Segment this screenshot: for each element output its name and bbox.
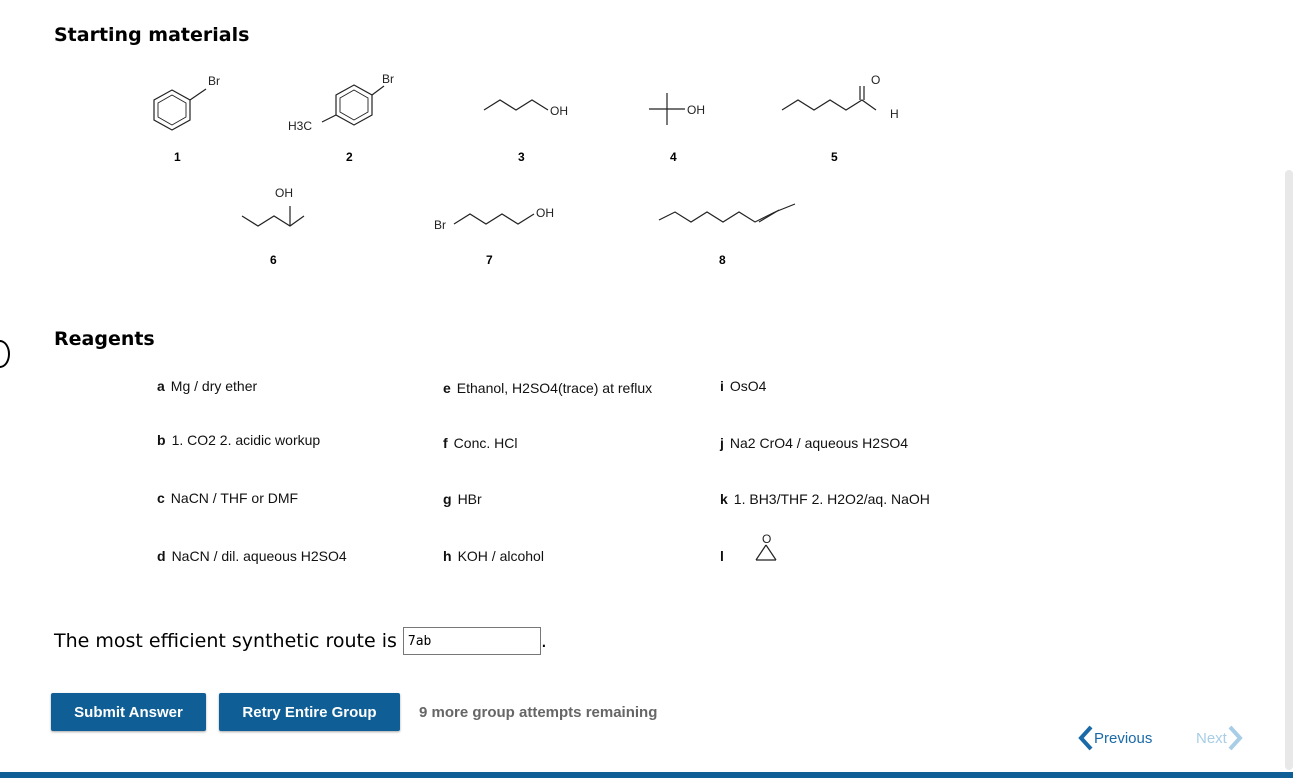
previous-label: Previous bbox=[1094, 729, 1153, 747]
vertical-scrollbar[interactable] bbox=[1285, 170, 1293, 770]
compound-7-oh-label: OH bbox=[536, 206, 554, 220]
next-button[interactable] bbox=[1196, 725, 1243, 751]
previous-button[interactable] bbox=[1078, 725, 1152, 751]
reagent-k: k 1. BH3/THF 2. H2O2/aq. NaOH bbox=[720, 491, 930, 507]
compound-4-number: 4 bbox=[670, 150, 677, 164]
reagent-g: g HBr bbox=[443, 491, 482, 507]
answer-prompt: The most efficient synthetic route is bbox=[54, 630, 397, 652]
left-edge-handle bbox=[0, 340, 10, 368]
reagent-l-epoxide-structure bbox=[750, 530, 790, 571]
compound-6-number: 6 bbox=[270, 253, 277, 267]
compound-5-o-label: O bbox=[871, 73, 881, 87]
compound-7-br-label: Br bbox=[434, 218, 446, 232]
reagent-d: d NaCN / dil. aqueous H2SO4 bbox=[157, 548, 347, 564]
compound-1-structure bbox=[150, 70, 230, 145]
reagent-h: h KOH / alcohol bbox=[443, 548, 544, 564]
compound-7-structure bbox=[434, 196, 574, 246]
compound-6-oh-label: OH bbox=[275, 186, 293, 200]
chevron-left-icon bbox=[1078, 725, 1094, 751]
attempts-remaining: 9 more group attempts remaining bbox=[419, 704, 658, 721]
answer-suffix: . bbox=[540, 630, 547, 652]
submit-answer-button[interactable]: Submit Answer bbox=[51, 693, 206, 731]
compound-2-br-label: Br bbox=[382, 72, 394, 86]
chevron-right-icon bbox=[1227, 725, 1243, 751]
reagent-l: l bbox=[720, 548, 724, 564]
compound-4-oh-label: OH bbox=[687, 103, 705, 117]
reagent-j: j Na2 CrO4 / aqueous H2SO4 bbox=[720, 435, 909, 451]
reagent-f: f Conc. HCl bbox=[443, 435, 518, 451]
reagent-i: i OsO4 bbox=[720, 378, 767, 394]
compound-3-structure bbox=[480, 90, 590, 135]
compound-8-number: 8 bbox=[719, 253, 726, 267]
next-label: Next bbox=[1196, 729, 1227, 747]
bottom-accent-bar bbox=[0, 772, 1293, 778]
compound-2-number: 2 bbox=[346, 150, 353, 164]
compound-5-number: 5 bbox=[831, 150, 838, 164]
compound-3-number: 3 bbox=[518, 150, 525, 164]
answer-row bbox=[54, 627, 547, 655]
compound-1-number: 1 bbox=[174, 150, 181, 164]
reagent-c: c NaCN / THF or DMF bbox=[157, 490, 299, 506]
compound-4-structure bbox=[645, 85, 725, 135]
compound-2-structure bbox=[286, 70, 406, 145]
compound-7-number: 7 bbox=[486, 253, 493, 267]
compound-3-oh-label: OH bbox=[550, 104, 568, 118]
retry-entire-group-button[interactable]: Retry Entire Group bbox=[219, 693, 400, 731]
starting-materials-heading: Starting materials bbox=[54, 24, 250, 46]
compound-5-structure bbox=[778, 72, 918, 137]
compound-6-structure bbox=[238, 182, 318, 247]
compound-5-h-label: H bbox=[890, 107, 899, 121]
reagent-b: b 1. CO2 2. acidic workup bbox=[157, 432, 321, 448]
reagent-e: e Ethanol, H2SO4(trace) at reflux bbox=[443, 380, 653, 396]
reagent-a: a Mg / dry ether bbox=[157, 378, 258, 394]
compound-1-br-label: Br bbox=[208, 74, 220, 88]
compound-2-h3c-label: H3C bbox=[288, 119, 313, 133]
reagent-l-o-label: O bbox=[762, 532, 772, 546]
answer-input[interactable] bbox=[403, 627, 541, 655]
compound-8-structure bbox=[655, 200, 805, 245]
reagents-heading: Reagents bbox=[54, 328, 155, 350]
